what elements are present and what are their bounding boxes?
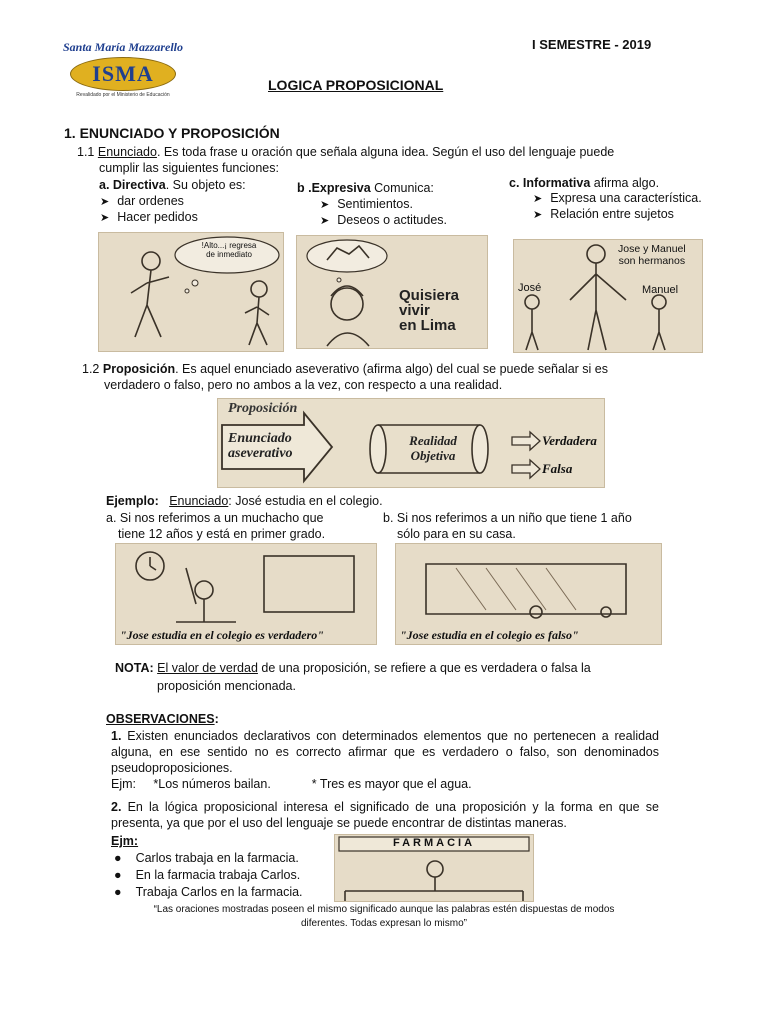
logo-acronym: ISMA: [92, 61, 154, 86]
informativa-bubble: Jose y Manuel son hermanos: [618, 243, 686, 267]
enunciado-term: Enunciado: [97, 145, 157, 159]
observacion-1-examples: Ejm: *Los números bailan. * Tres es mayor que el agua.: [111, 777, 472, 791]
illustration-directiva: [98, 232, 284, 352]
subsection-1-1-line1: [77, 144, 614, 160]
enunciado-definition: . Es toda frase u oración que señala alguna idea. Según el uso del lenguaje puede: [156, 145, 615, 159]
arrow-bullet-icon: ➤: [100, 196, 110, 208]
school-logo: [58, 40, 188, 98]
arrow-bullet-icon: ➤: [320, 199, 330, 211]
disc-bullet-icon: ●: [114, 851, 122, 865]
list-item: ➤ Hacer pedidos: [100, 210, 198, 224]
observaciones-heading: OBSERVACIONES:: [106, 712, 219, 726]
section-heading: 1. ENUNCIADO Y PROPOSICIÓN: [64, 125, 280, 141]
function-expresiva: [297, 180, 434, 196]
illustration-case-b: [395, 543, 662, 645]
case-b: b. Si nos referimos a un niño que tiene 1 año sólo para en su casa.: [383, 511, 632, 541]
function-directiva-label: a. Directiva: [99, 178, 166, 192]
subsection-1-2-line1: [82, 361, 608, 377]
example-term: Enunciado: [169, 494, 229, 508]
logo-tagline: Revalidado por el Ministerio de Educación: [76, 92, 170, 98]
expresiva-caption: Quisiera vivir en Lima: [399, 287, 460, 334]
list-item: ● Trabaja Carlos en la farmacia.: [114, 885, 303, 899]
function-directiva: [99, 177, 246, 193]
proposicion-definition: . Es aquel enunciado aseverativo (afirma algo) del cual se puede señalar si es: [175, 362, 609, 376]
example-label: Ejemplo:: [106, 494, 159, 508]
arrow-bullet-icon: ➤: [320, 215, 330, 227]
arrow-bullet-icon: ➤: [100, 212, 110, 224]
list-item: ● En la farmacia trabaja Carlos.: [114, 868, 301, 882]
observacion-2-text: En la lógica proposicional interesa el significado de una proposición y la forma en que se presenta, ya que por el uso del lenguaje se puede encontrar de distintas maneras.: [111, 800, 659, 830]
list-item: ● Carlos trabaja en la farmacia.: [114, 851, 299, 865]
diagram-arrow-label: Enunciado aseverativo: [228, 431, 293, 461]
illustration-expresiva: [296, 235, 488, 349]
observacion-2-ejm: Ejm:: [111, 834, 139, 848]
diagram-output-true: Verdadera: [542, 433, 597, 448]
diagram-output-false: Falsa: [542, 461, 573, 476]
nota-line1: [115, 660, 591, 676]
observacion-1-text: Existen enunciados declarativos con determinados elementos que no pertenecen a realidad alguna, en ese sentido no es correcto afirmar que es verdadero o falso, son denominados pseudoproposiciones.: [111, 729, 659, 775]
example-text: : José estudia en el colegio.: [228, 494, 383, 508]
speech-bubble-text: !Alto...¡ regresa de inmediato: [201, 241, 257, 259]
case-a-caption: "Jose estudia en el colegio es verdadero": [120, 628, 324, 642]
list-item: ➤ Deseos o actitudes.: [320, 213, 448, 227]
list-item: ➤ Relación entre sujetos: [533, 207, 674, 221]
arrow-bullet-icon: ➤: [533, 209, 543, 221]
semester-label: I SEMESTRE - 2019: [532, 37, 652, 52]
disc-bullet-icon: ●: [114, 885, 122, 899]
logo-name: Santa María Mazzarello: [62, 40, 184, 54]
subsection-1-1-line2: cumplir las siguientes funciones:: [99, 161, 279, 175]
function-expresiva-text: Comunica:: [370, 181, 434, 195]
observacion-2-number: 2.: [111, 800, 122, 814]
illustration-informativa: [513, 239, 703, 353]
disc-bullet-icon: ●: [114, 868, 122, 882]
list-item: ➤ Sentimientos.: [320, 197, 413, 211]
case-a: a. Si nos referimos a un muchacho que tiene 12 años y está en primer grado.: [106, 511, 326, 541]
function-directiva-text: . Su objeto es:: [165, 178, 246, 192]
example-line: [106, 493, 383, 509]
function-informativa: [509, 175, 659, 191]
observacion-2: [111, 799, 659, 831]
subsection-1-2-line2: verdadero o falso, pero no ambos a la vez, con respecto a una realidad.: [104, 378, 503, 392]
observacion-1: [111, 728, 659, 776]
informativa-right-name: Manuel: [642, 284, 679, 296]
case-b-caption: "Jose estudia en el colegio es falso": [400, 628, 579, 642]
function-informativa-label: c. Informativa: [509, 176, 591, 190]
proposicion-term: Proposición: [102, 362, 176, 376]
list-item: ➤ dar ordenes: [100, 194, 184, 208]
function-informativa-text: afirma algo.: [590, 176, 660, 190]
arrow-bullet-icon: ➤: [533, 193, 543, 205]
list-item: ➤ Expresa una característica.: [533, 191, 702, 205]
subsection-number: 1.1: [77, 145, 95, 159]
informativa-left-name: José: [518, 282, 542, 294]
diagram-title: Proposición: [228, 401, 298, 416]
farmacia-sign: FARMACIA: [392, 837, 476, 849]
diagram-cylinder-label: Realidad Objetiva: [409, 433, 457, 463]
proposition-diagram: [217, 398, 605, 488]
illustration-case-a: [115, 543, 377, 645]
observacion-1-number: 1.: [111, 729, 122, 743]
nota-label: NOTA:: [115, 661, 154, 675]
closing-quote: “Las oraciones mostradas poseen el mismo significado aunque las palabras estén dispuestas de modos diferentes. Todas expresan lo mismo”: [153, 904, 615, 929]
subsection-number: 1.2: [82, 362, 100, 376]
page-title: LOGICA PROPOSICIONAL: [268, 77, 444, 93]
illustration-farmacia: [334, 834, 534, 902]
function-expresiva-label: b .Expresiva: [297, 181, 371, 195]
nota-term: El valor de verdad: [157, 661, 258, 675]
nota-text: de una proposición, se refiere a que es verdadera o falsa la: [257, 661, 591, 675]
nota-line2: proposición mencionada.: [157, 679, 296, 693]
